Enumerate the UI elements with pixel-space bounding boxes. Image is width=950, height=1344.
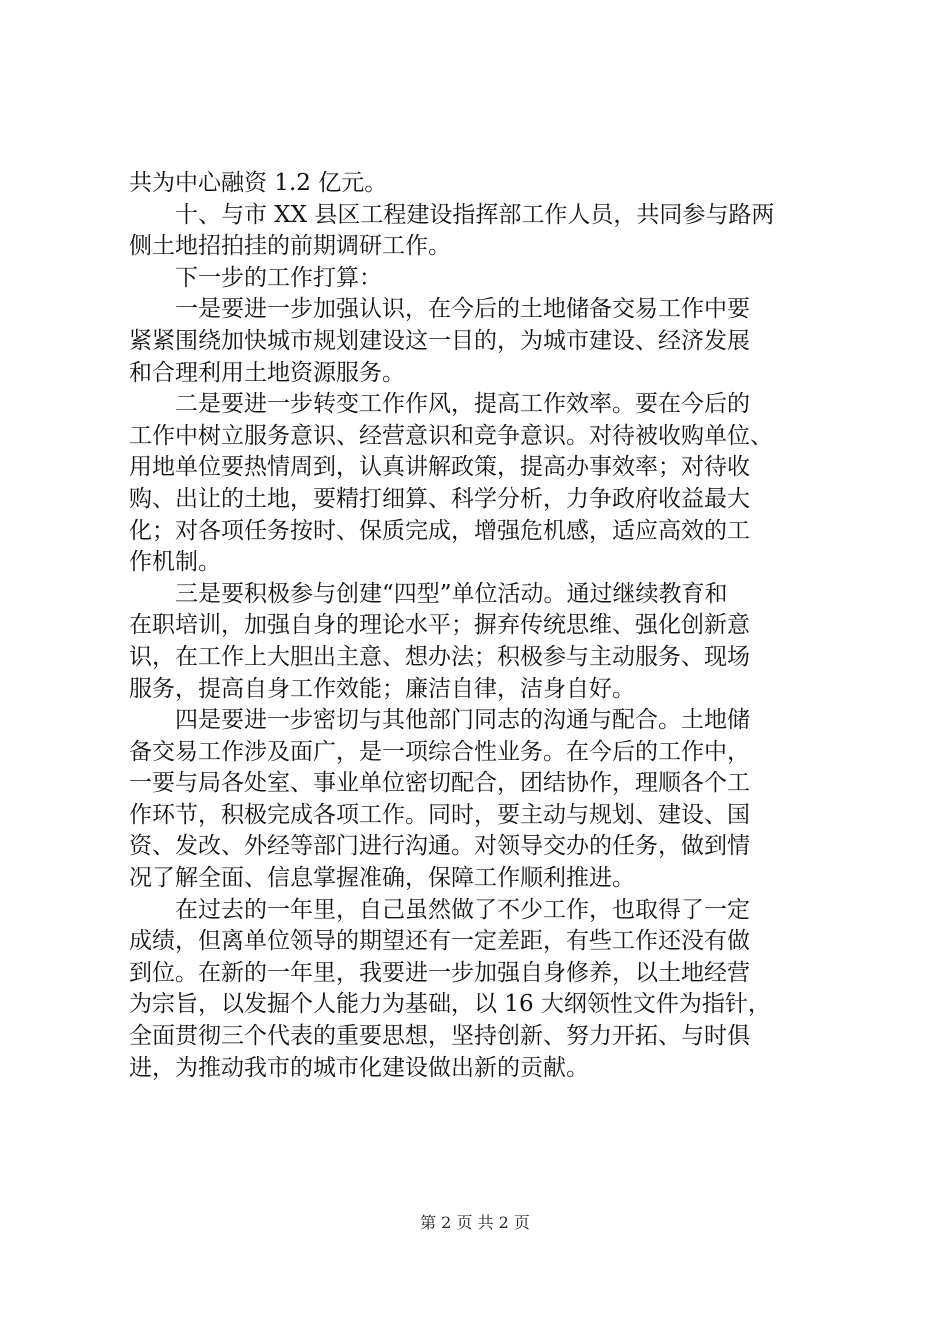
text-line: 二是要进一步转变工作作风，提高工作效率。要在今后的 (129, 391, 750, 418)
text-line: 三是要积极参与创建“四型”单位活动。通过继续教育和 (129, 580, 728, 607)
text-line: 作环节，积极完成各项工作。同时，要主动与规划、建设、国 (129, 801, 750, 828)
text-line: 紧紧围绕加快城市规划建设这一目的，为城市建设、经济发展 (129, 327, 750, 354)
text-line: 十、与市 XX 县区工程建设指挥部工作人员，共同参与路两 (129, 201, 775, 228)
text-line: 工作中树立服务意识、经营意识和竞争意识。对待被收购单位、 (129, 422, 773, 449)
text-line: 资、发改、外经等部门进行沟通。对领导交办的任务，做到情 (129, 833, 750, 860)
text-line: 备交易工作涉及面广，是一项综合性业务。在今后的工作中， (129, 738, 750, 765)
text-line: 成绩，但离单位领导的期望还有一定差距，有些工作还没有做 (129, 928, 750, 955)
page-number-footer: 第 2 页 共 2 页 (420, 1213, 530, 1232)
text-line: 下一步的工作打算： (129, 264, 382, 291)
text-line: 全面贯彻三个代表的重要思想，坚持创新、努力开拓、与时俱 (129, 1023, 750, 1050)
text-line: 服务，提高自身工作效能；廉洁自律，洁身自好。 (129, 675, 635, 702)
text-line: 侧土地招拍挂的前期调研工作。 (129, 233, 451, 260)
text-line: 购、出让的土地，要精打细算、科学分析，力争政府收益最大 (129, 485, 750, 512)
text-line: 四是要进一步密切与其他部门同志的沟通与配合。土地储 (129, 707, 750, 734)
text-line: 到位。在新的一年里，我要进一步加强自身修养，以土地经营 (129, 959, 750, 986)
text-line: 识，在工作上大胆出主意、想办法；积极参与主动服务、现场 (129, 643, 750, 670)
document-body (129, 168, 834, 1084)
text-line: 进，为推动我市的城市化建设做出新的贡献。 (129, 1054, 589, 1081)
text-line: 在职培训，加强自身的理论水平；摒弃传统思维、强化创新意 (129, 612, 750, 639)
text-line: 在过去的一年里，自己虽然做了不少工作，也取得了一定 (129, 896, 750, 923)
text-line: 一是要进一步加强认识，在今后的土地储备交易工作中要 (129, 296, 750, 323)
text-line: 和合理利用土地资源服务。 (129, 359, 405, 386)
text-line: 化；对各项任务按时、保质完成，增强危机感，适应高效的工 (129, 517, 750, 544)
text-line: 为宗旨，以发掘个人能力为基础，以 16 大纲领性文件为指针， (129, 991, 771, 1018)
text-line: 况了解全面、信息掌握准确，保障工作顺利推进。 (129, 865, 635, 892)
text-line: 作机制。 (129, 549, 221, 576)
text-line: 一要与局各处室、事业单位密切配合，团结协作，理顺各个工 (129, 770, 750, 797)
text-line: 共为中心融资 1.2 亿元。 (129, 170, 388, 196)
text-line: 用地单位要热情周到，认真讲解政策，提高办事效率；对待收 (129, 454, 750, 481)
